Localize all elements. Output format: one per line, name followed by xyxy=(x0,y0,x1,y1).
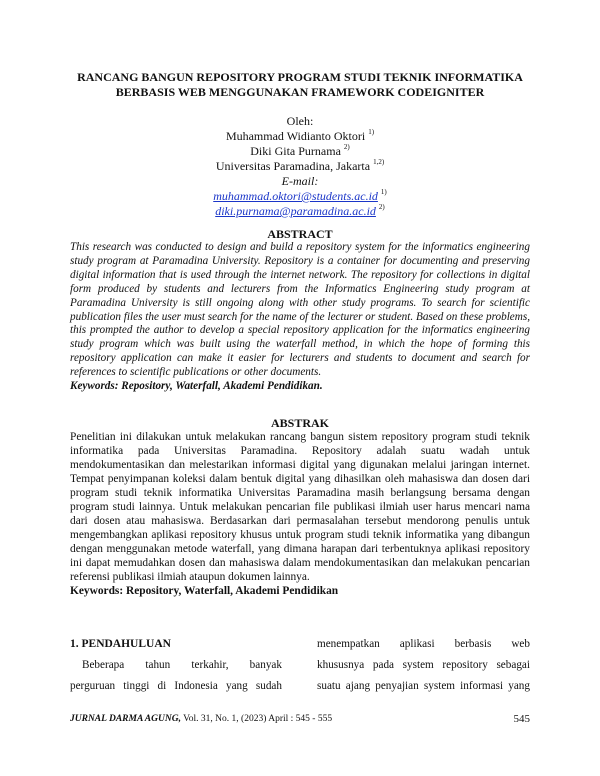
author-2: Diki Gita Purnama $^{2)}$ xyxy=(250,143,350,158)
author-1: Muhammad Widianto Oktori $^{1)}$ xyxy=(225,128,375,143)
body-right-line-1: menempatkan aplikasi berbasis web xyxy=(317,638,530,650)
body-right-line-3: suatu ajang penyajian system informasi yang xyxy=(317,680,530,692)
section-heading: 1. PENDAHULUAN xyxy=(70,638,171,650)
email-2-link[interactable]: diki.purnama@paramadina.ac.id xyxy=(215,204,376,218)
body-left-line-2: perguruan tinggi di Indonesia yang sudah xyxy=(70,680,282,692)
paper-title xyxy=(60,70,540,100)
abstract-id-keywords: Keywords: Repository, Waterfall, Akademi Pendidikan xyxy=(70,585,339,597)
abstract-en-keywords: Keywords: Repository, Waterfall, Akademi Pendidikan. xyxy=(70,380,323,393)
body-right-line-2: khususnya pada system repository sebagai xyxy=(317,659,530,671)
abstrak-heading: ABSTRAK xyxy=(270,416,329,430)
author-block xyxy=(120,114,480,219)
body-left-line-1: Beberapa tahun terkahir, banyak xyxy=(82,659,282,671)
abstract-id-text: Penelitian ini dilakukan untuk melakukan rancang bangun sistem repository program studi teknik informatika pada Universitas Paramadina. Repository adalah suatu wadah untuk mendokumentasikan dan melestarikan informasi digital yang digunakan melalui jaringan internet. Tempat penyimpanan koleksi dalam bentuk digital yang dihasilkan oleh mahasiswa dan dosen dari program studi teknik informatika Universitas Paramadina masih berlangsung bersama dengan program studi lainnya. Untuk melakukan pencarian file publikasi ilmiah user harus mencari nama dari dosen atau mahasiswa. Berdasarkan dari permasalahan tersebut mendorong penulis untuk mengembangkan aplikasi repository khusus untuk program studi teknik informatika yang dibangun dengan menggunakan metode waterfall, yang dimana harapan dari terbentuknya aplikasi repository ini dapat memudahkan dosen dan mahasiswa dalam mendokumentasikan dan melakukan pencarian referensi publikasi ilmiah ataupun dokumen lainnya. xyxy=(70,431,530,583)
email-2: diki.purnama@paramadina.ac.id $^{2)}$ xyxy=(215,203,385,218)
abstract-en-text: This research was conducted to design and build a repository system for the informatics engineering study program at Paramadina University. Repository is a container for documenting and preserving digital information that is used through the internet network. The repository for collections in digital form produced by students and lecturers from the Informatics Engineering study program at Paramadina University is still ongoing along with other study programs. To search for scientific publication files the user must search for the name of the lecturer or student. Based on these problems, this prompted the author to develop a special repository application for the informatics engineering study program which was built using the waterfall method, in which the hope of forming this repository application can make it easier for lecturers and students to document and search for references to scientific publications or other documents. xyxy=(70,241,530,379)
title-line-2: BERBASIS WEB MENGGUNAKAN FRAMEWORK CODEIGNITER xyxy=(115,85,485,99)
page-footer xyxy=(70,714,530,724)
email-label: E-mail: xyxy=(281,174,319,188)
affiliation: Universitas Paramadina, Jakarta $^{1,2)}$ xyxy=(215,158,385,173)
abstract-heading: ABSTRACT xyxy=(267,227,333,241)
body-column-right xyxy=(317,634,530,697)
title-line-1: RANCANG BANGUN REPOSITORY PROGRAM STUDI TEKNIK INFORMATIKA xyxy=(77,70,523,84)
by-label: Oleh: xyxy=(286,114,314,128)
abstract-id xyxy=(70,430,530,598)
journal-name: JURNAL DARMA AGUNG, xyxy=(70,714,181,724)
body-column-left xyxy=(70,634,282,697)
journal-details: Vol. 31, No. 1, (2023) April : 545 - 555 xyxy=(180,714,333,724)
email-1: muhammad.oktori@students.ac.id $^{1)}$ xyxy=(213,188,387,203)
email-1-link[interactable]: muhammad.oktori@students.ac.id xyxy=(213,189,378,203)
page-number: 545 xyxy=(513,713,530,725)
abstract-en xyxy=(70,241,530,394)
